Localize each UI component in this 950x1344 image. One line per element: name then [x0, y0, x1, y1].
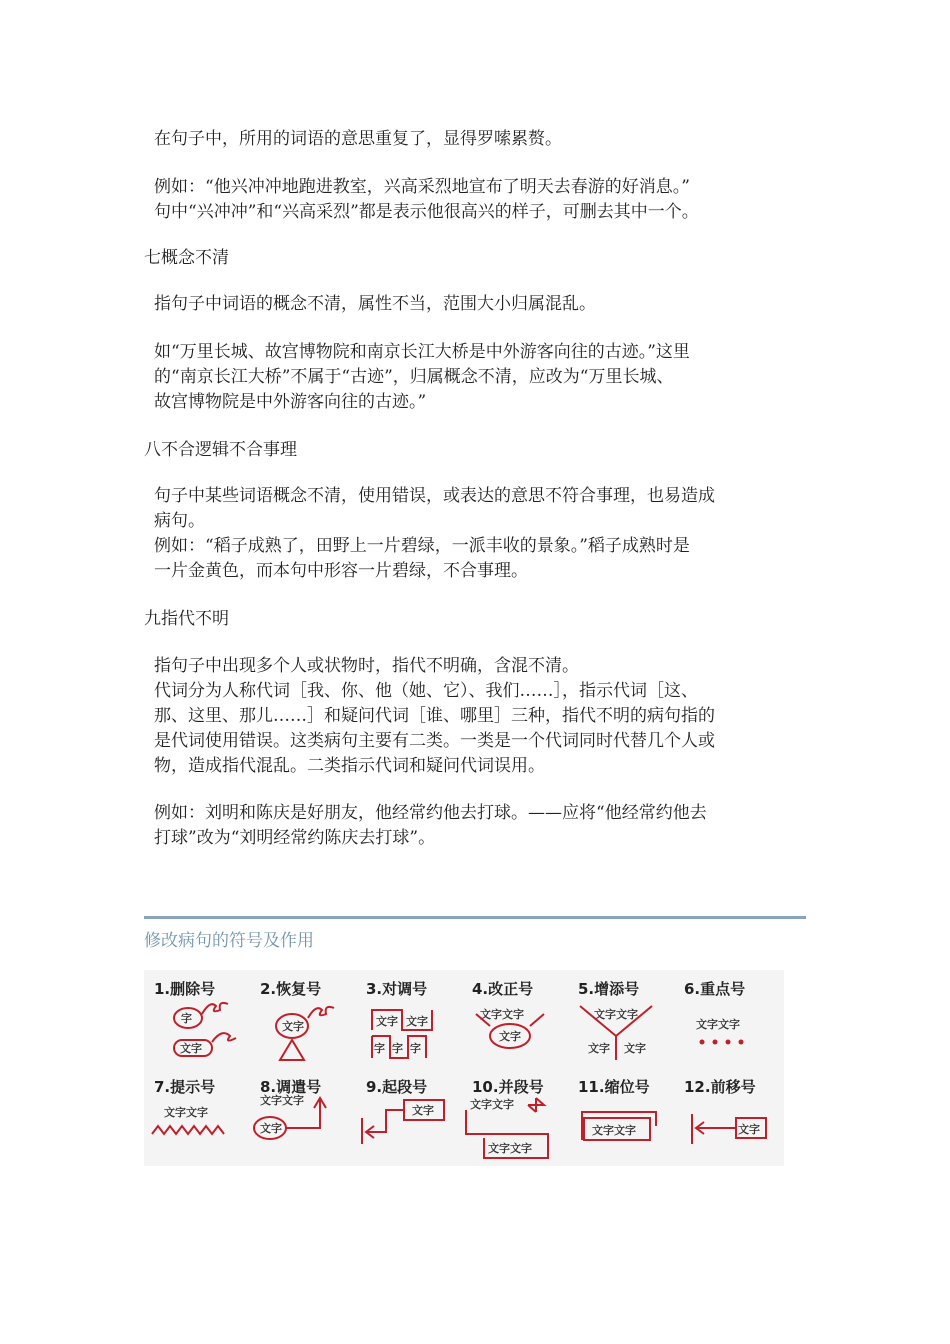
- indent-mark-icon: [568, 1068, 674, 1166]
- svg-text:文字: 文字: [406, 1015, 428, 1028]
- symbol-label: 12.前移号: [684, 1078, 756, 1096]
- symbol-restore: [250, 970, 356, 1068]
- symbol-delete: [144, 970, 250, 1068]
- symbol-insert: [568, 970, 674, 1068]
- svg-text:文字文字: 文字文字: [260, 1094, 304, 1107]
- correction-symbols-figure: [144, 970, 784, 1166]
- svg-text:文字文字: 文字文字: [480, 1008, 524, 1021]
- insert-mark-icon: [568, 970, 674, 1068]
- heading-section-8: 八不合逻辑不合事理: [144, 440, 297, 460]
- section-divider: [144, 916, 806, 919]
- svg-text:文字: 文字: [180, 1042, 202, 1055]
- new-paragraph-mark-icon: [356, 1068, 462, 1166]
- paragraph-illogical: 句子中某些词语概念不清，使用错误，或表达的意思不符合事理，也易造成 病句。 例如：“稻子成熟了，田野上一片碧绿，一派丰收的景象。”稻子成熟时是 一片金黄色，而本句中形容一片碧绿，不合事理。: [154, 486, 715, 581]
- symbol-hint: [144, 1068, 250, 1166]
- paragraph-redundancy: 在句子中，所用的词语的意思重复了，显得罗嗦累赘。: [154, 129, 562, 149]
- symbol-swap: [356, 970, 462, 1068]
- heading-section-9: 九指代不明: [144, 609, 229, 629]
- svg-text:文字: 文字: [588, 1042, 610, 1055]
- heading-section-7: 七概念不清: [144, 248, 229, 268]
- svg-text:字: 字: [392, 1042, 403, 1055]
- move-forward-mark-icon: [674, 1068, 780, 1166]
- svg-text:字: 字: [374, 1042, 385, 1055]
- svg-text:文字文字: 文字文字: [592, 1124, 636, 1137]
- symbol-move-forward: [674, 1068, 780, 1166]
- svg-text:文字文字: 文字文字: [594, 1008, 638, 1021]
- symbol-label: 8.调遣号: [260, 1078, 322, 1096]
- symbol-label: 6.重点号: [684, 980, 746, 998]
- symbol-correct: [462, 970, 568, 1068]
- symbol-emphasis: [674, 970, 780, 1068]
- delete-mark-icon: [144, 970, 250, 1068]
- svg-text:文字: 文字: [738, 1123, 760, 1136]
- symbol-move: [250, 1068, 356, 1166]
- merge-paragraph-mark-icon: [462, 1068, 568, 1166]
- svg-text:文字文字: 文字文字: [164, 1106, 208, 1119]
- symbol-label: 4.改正号: [472, 980, 534, 998]
- symbol-indent: [568, 1068, 674, 1166]
- symbol-label: 5.增添号: [578, 980, 640, 998]
- symbol-label: 10.并段号: [472, 1078, 544, 1096]
- correct-mark-icon: [462, 970, 568, 1068]
- move-mark-icon: [250, 1068, 356, 1166]
- svg-text:字: 字: [410, 1042, 421, 1055]
- svg-text:文字: 文字: [282, 1020, 304, 1033]
- symbol-label: 9.起段号: [366, 1078, 428, 1096]
- paragraph-example-2: 如“万里长城、故宫博物院和南京长江大桥是中外游客向往的古迹。”这里 的“南京长江大桥”不属于“古迹”，归属概念不清，应改为“万里长城、 故宫博物院是中外游客向往的古迹。”: [154, 342, 690, 412]
- symbol-merge-paragraph: [462, 1068, 568, 1166]
- section-title: 修改病句的符号及作用: [144, 931, 314, 951]
- svg-text:文字: 文字: [624, 1042, 646, 1055]
- hint-mark-icon: [144, 1068, 250, 1166]
- svg-text:文字: 文字: [499, 1030, 521, 1043]
- paragraph-example-1: 例如：“他兴冲冲地跑进教室，兴高采烈地宣布了明天去春游的好消息。”: [154, 177, 690, 197]
- symbol-new-paragraph: [356, 1068, 462, 1166]
- paragraph-example-3: 例如：刘明和陈庆是好朋友，他经常约他去打球。——应将“他经常约他去 打球”改为“刘明经常约陈庆去打球”。: [154, 803, 707, 848]
- symbol-label: 11.缩位号: [578, 1078, 650, 1096]
- svg-text:文字: 文字: [376, 1015, 398, 1028]
- symbol-label: 3.对调号: [366, 980, 428, 998]
- symbol-label: 7.提示号: [154, 1078, 216, 1096]
- svg-text:文字文字: 文字文字: [696, 1018, 740, 1031]
- svg-text:文字文字: 文字文字: [470, 1098, 514, 1111]
- emphasis-mark-icon: [674, 970, 780, 1068]
- svg-text:文字: 文字: [412, 1104, 434, 1117]
- swap-mark-icon: [356, 970, 462, 1068]
- svg-text:文字: 文字: [260, 1122, 282, 1135]
- paragraph-example-1-explain: 句中“兴冲冲”和“兴高采烈”都是表示他很高兴的样子，可删去其中一个。: [154, 202, 699, 222]
- svg-text:文字文字: 文字文字: [488, 1142, 532, 1155]
- symbol-label: 1.删除号: [154, 980, 216, 998]
- symbol-label: 2.恢复号: [260, 980, 322, 998]
- paragraph-pronoun-unclear: 指句子中出现多个人或状物时，指代不明确，含混不清。 代词分为人称代词［我、你、他（她、它）、我们……］，指示代词［这、 那、这里、那儿……］和疑问代词［谁、哪里］三种，指代不明的病句指的 是代词使用错误。这类病句主要有二类。一类是一个代词同时代替几个人或 物，造成指代混乱。二类指示代词和疑问代词误用。: [154, 656, 715, 776]
- restore-mark-icon: [250, 970, 356, 1068]
- paragraph-concept-unclear: 指句子中词语的概念不清，属性不当，范围大小归属混乱。: [154, 294, 596, 314]
- svg-text:字: 字: [181, 1012, 192, 1025]
